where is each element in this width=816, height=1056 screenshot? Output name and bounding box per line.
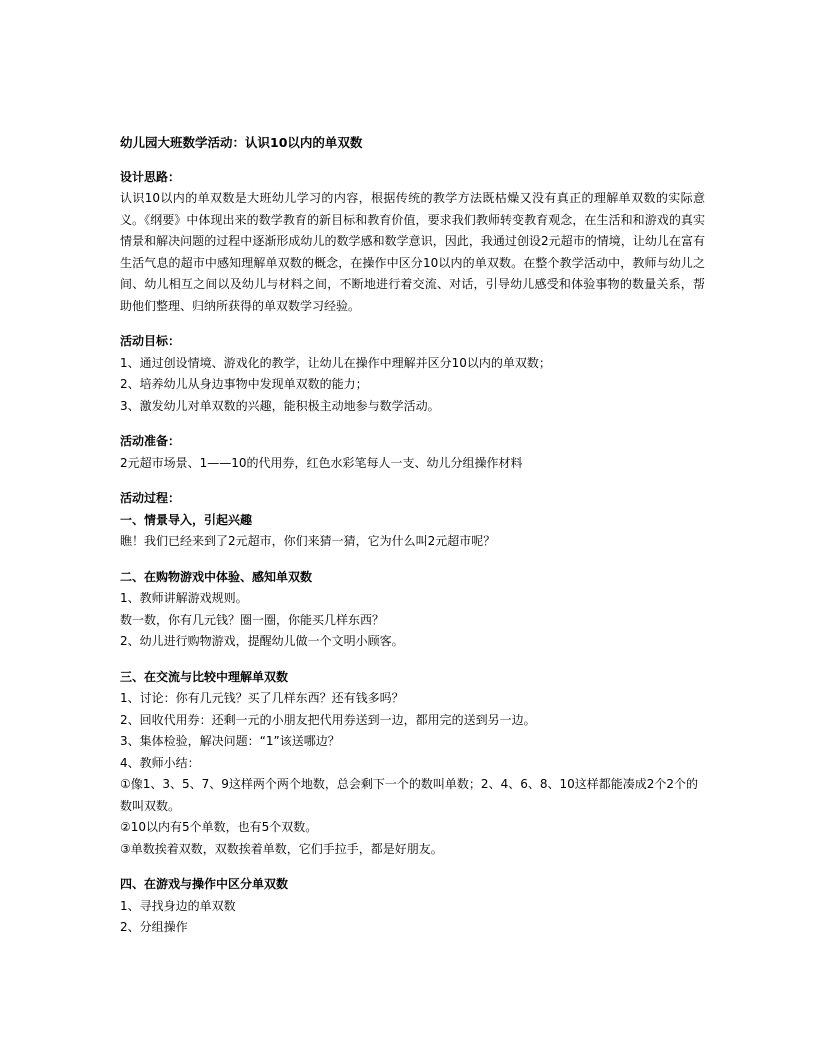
goal-item: 2、培养幼儿从身边事物中发现单双数的能力； <box>120 377 368 391</box>
step2-line: 2、幼儿进行购物游戏，提醒幼儿做一个文明小顾客。 <box>120 634 404 648</box>
step3-line: ③单数挨着双数，双数挨着单数，它们手拉手，都是好朋友。 <box>120 841 443 856</box>
document-page <box>120 132 705 939</box>
goals-heading: 活动目标： <box>120 334 181 348</box>
step2-line: 数一数，你有几元钱？圈一圈，你能买几样东西？ <box>120 612 385 627</box>
step3-line: 3、集体检验，解决问题：“1”该送哪边？ <box>120 734 340 748</box>
document-title: 幼儿园大班数学活动：认识10以内的单双数 <box>120 135 363 150</box>
design-heading: 设计思路： <box>120 169 181 184</box>
step4-heading: 四、在游戏与操作中区分单双数 <box>120 877 289 891</box>
step3-line: 2、回收代用券：还剩一元的小朋友把代用券送到一边，都用完的送到另一边。 <box>120 712 536 727</box>
prep-heading: 活动准备： <box>120 434 181 448</box>
step1-heading: 一、情景导入，引起兴趣 <box>120 512 253 527</box>
prep-text: 2元超市场景、1——10的代用券，红色水彩笔每人一支、幼儿分组操作材料 <box>120 455 523 470</box>
step2-line: 1、教师讲解游戏规则。 <box>120 591 248 605</box>
goal-item: 1、通过创设情境、游戏化的教学，让幼儿在操作中理解并区分10以内的单双数； <box>120 355 551 370</box>
step3-heading: 三、在交流与比较中理解单双数 <box>120 669 289 684</box>
step1-line: 瞧！我们已经来到了2元超市，你们来猜一猜，它为什么叫2元超市呢？ <box>120 534 496 548</box>
step4-line: 1、寻找身边的单双数 <box>120 898 236 913</box>
step3-line: 1、讨论：你有几元钱？买了几样东西？还有钱多吗？ <box>120 691 404 705</box>
process-heading: 活动过程： <box>120 491 181 505</box>
goal-item: 3、激发幼儿对单双数的兴趣，能积极主动地参与数学活动。 <box>120 398 440 413</box>
design-paragraph: 认识10以内的单双数是大班幼儿学习的内容，根据传统的教学方法既枯燥又没有真正的理解单双数的实际意义。《纲要》中体现出来的数学教育的新目标和教育价值，要求我们教师转变教育观念，在生活和和游戏的真实情景和解决问题的过程中逐渐形成幼儿的数学感和数学意识，因此，我通过创设2元超市的情境，让幼儿在富有生活气息的超市中感知理解单双数的概念，在操作中区分10以内的单双数。在整个教学活动中，教师与幼儿之间、幼儿相互之间以及幼儿与材料之间，不断地进行着交流、对话，引导幼儿感受和体验事物的数量关系，帮助他们整理、归纳所获得的单双数学习经验。 <box>120 191 705 313</box>
step3-line: 4、教师小结： <box>120 755 200 770</box>
step4-line: 2、分组操作 <box>120 920 188 934</box>
step3-line: ①像1、3、5、7、9这样两个两个地数，总会剩下一个的数叫单数；2、4、6、8、10这样都能凑成2个2个的数叫双数。 <box>120 777 699 813</box>
step2-heading: 二、在购物游戏中体验、感知单双数 <box>120 569 313 584</box>
step3-line: ②10以内有5个单数，也有5个双数。 <box>120 820 318 834</box>
